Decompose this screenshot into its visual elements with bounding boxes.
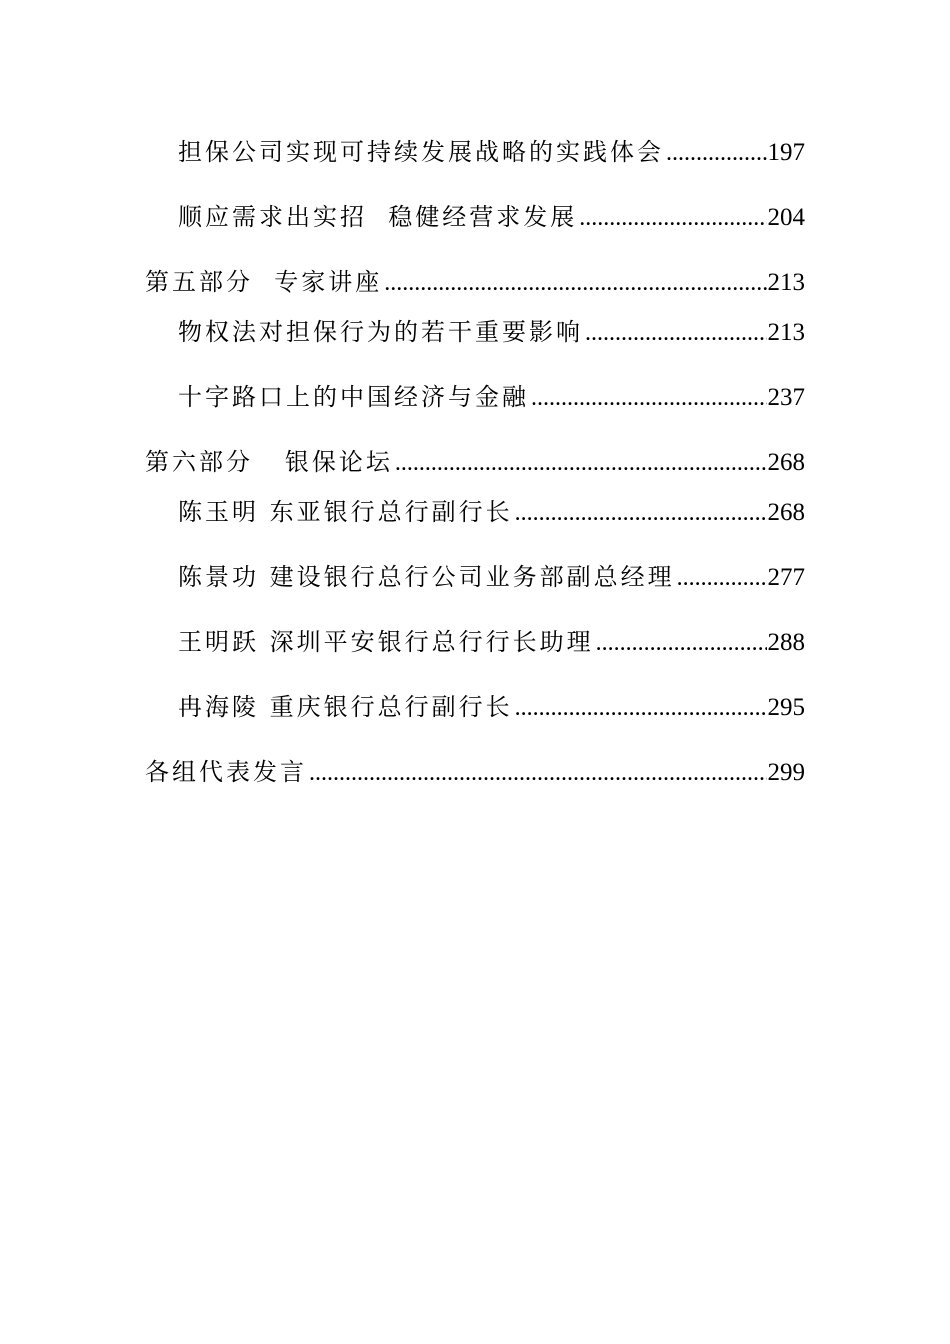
toc-entry[interactable] (178, 497, 805, 528)
toc-entry-page: 204 (767, 204, 805, 231)
toc-entry-title: 冉海陵 重庆银行总行副行长 (178, 693, 513, 721)
toc-section-title: 第六部分 银保论坛 (145, 448, 393, 476)
toc-entry-title: 陈玉明 东亚银行总行副行长 (178, 498, 513, 526)
toc-entry-title: 物权法对担保行为的若干重要影响 (178, 318, 583, 346)
toc-entry[interactable] (178, 382, 805, 413)
toc-entry[interactable] (178, 317, 805, 348)
toc-entry[interactable] (178, 692, 805, 723)
toc-section[interactable] (145, 757, 805, 788)
toc-section-page: 299 (767, 759, 805, 786)
dot-leader (579, 203, 766, 233)
toc-section[interactable] (145, 447, 805, 478)
toc-entry-title: 顺应需求出实招 稳健经营求发展 (178, 203, 578, 231)
dot-leader (309, 758, 767, 788)
dot-leader (395, 448, 767, 478)
dot-leader (515, 498, 767, 528)
toc-entry-title: 担保公司实现可持续发展战略的实践体会 (178, 138, 664, 166)
toc-section-title: 各组代表发言 (145, 758, 307, 786)
toc-entry-title: 王明跃 深圳平安银行总行行长助理 (178, 628, 594, 656)
toc-section-title: 第五部分 专家讲座 (145, 268, 383, 296)
toc-section[interactable] (145, 267, 805, 298)
dot-leader (596, 628, 767, 658)
toc-entry-page: 197 (767, 139, 805, 166)
dot-leader (585, 318, 767, 348)
toc-entry-page: 295 (767, 694, 805, 721)
toc-entry-page: 268 (767, 499, 805, 526)
toc-entry-title: 十字路口上的中国经济与金融 (178, 383, 529, 411)
dot-leader (515, 693, 767, 723)
toc-entry[interactable] (178, 562, 805, 593)
dot-leader (666, 138, 767, 168)
toc-section-page: 268 (767, 449, 805, 476)
toc-entry-page: 277 (767, 564, 805, 591)
dot-leader (677, 563, 767, 593)
toc-entry[interactable] (178, 137, 805, 168)
toc-entry-title: 陈景功 建设银行总行公司业务部副总经理 (178, 563, 675, 591)
toc-section-page: 213 (767, 269, 805, 296)
toc-entry[interactable] (178, 202, 805, 233)
toc-entry-page: 237 (767, 384, 805, 411)
toc-entry[interactable] (178, 627, 805, 658)
dot-leader (384, 268, 766, 298)
toc-entry-page: 288 (767, 629, 805, 656)
toc-entry-page: 213 (767, 319, 805, 346)
dot-leader (531, 383, 767, 413)
